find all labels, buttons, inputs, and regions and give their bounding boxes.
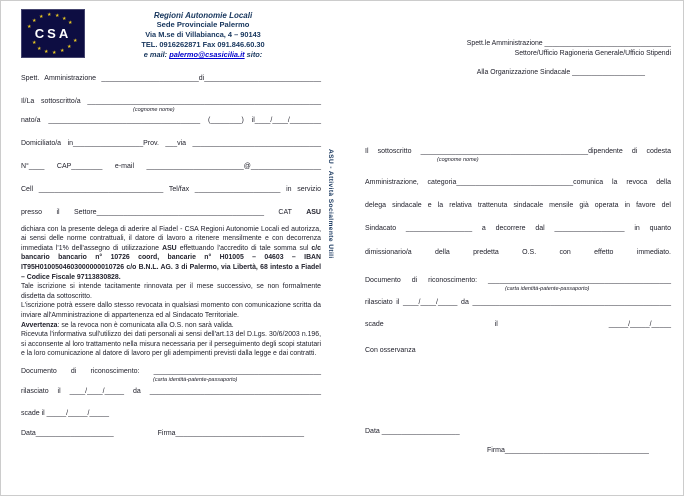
org-office: Sede Provinciale Palermo [156,20,250,29]
cat-value: ASU [306,208,321,216]
revocation-clause: L'iscrizione potrà essere dallo stesso revocata in qualsiasi momento con comunicazione scritta da inviare all'Amministrazione di appartenenza ed al Sindacato Territoriale. [21,302,321,319]
field-amministrazione: Spett. Amministrazione _________________________di______________________________ [21,75,321,83]
field-settore-categoria [21,209,321,217]
org-name: Regioni Autonomie Locali [153,11,253,20]
revoca-text-line: delega sindacale e la relativa trattenuta sindacale mensile già operata in favore del [365,201,671,209]
field-numero-cap-email: N°____ CAP________ e-mail _________________________@__________________ [21,163,321,171]
field-documento-revoca: Documento di riconoscimento: _______________________________________________ [365,277,671,285]
org-email-link[interactable]: palermo@csasicilia.it [169,50,245,60]
eu-star-icon: ★ [68,20,73,26]
eu-star-icon: ★ [32,40,37,46]
declaration-paragraph: dichiara con la presente delega di aderire al Fiadel - CSA Regioni Autonomie Locali ed autorizza, ai sensi delle norme contrattuali, il datore di lavoro a ritenere mensilmente e con decorrenza immediata l'1% dell'assegno di utilizzazione ASU effettuando l'accredito di tale somma sul c/c bancario bancario n° 10726 coord, bancarie n° H01005 – 04603 – IBAN IT95H0100504603000000010726 c/o B.N.L. AG. 3 di Palermo, via Libertà, 68 intesto a Fiadel – Codice Fiscale 97113830828. [21,225,321,281]
signature-row [21,430,321,437]
org-email-line [85,50,321,60]
csa-logo-text: CSA [34,26,72,41]
csa-logo [21,9,85,58]
field-domiciliato: Domiciliato/a in__________________Prov. ___via _________________________________ [21,140,321,148]
eu-star-icon: ★ [32,18,37,24]
org-address: Via M.se di Villabianca, 4 – 90143 [145,30,261,40]
field-cell-telfax: Cell ________________________________ Tel/fax ______________________ in servizio [21,186,321,194]
eu-star-icon: ★ [67,44,72,50]
eu-star-icon: ★ [62,16,67,22]
email-suffix: sito: [244,50,263,60]
field-firma-revoca: Firma_____________________________________ [487,447,649,455]
revoca-closing-line: dimissionario/a della predetta O.S. con effetto immediato. [365,248,671,256]
field-rilasciato-revoca: rilasciato il ____/____/_____ da ___________________________________________________ [365,298,671,306]
documento-hint: (carta identità-patente-passaporto) [505,286,590,293]
eu-star-icon: ★ [52,50,57,56]
field-data: Data____________________ [21,430,114,438]
eu-star-icon: ★ [47,12,52,18]
eu-star-icon: ★ [55,13,60,19]
recipient-sindacato: Alla Organizzazione Sindacale ___________________ [476,68,645,76]
field-firma: Firma_________________________________ [157,430,305,438]
privacy-clause: Ricevuta l'informativa sull'utilizzo dei dati personali ai sensi dell'art.13 del D.Lgs. 30/6/2003 n.196, si acconsente al loro trattamento nella misura necessaria per il perseguimento degli scopi statutari e la loro comunicazione al datore di lavoro per gli adempimenti previsti dalla legge e dai contratti. [21,331,321,358]
field-sindacato-decorrenza: Sindacato _________________ a decorrere dal __________________ in quanto [365,225,671,233]
field-scade-revoca: scade il _____/_____/_____ [365,320,671,328]
eu-star-icon: ★ [27,24,32,30]
field-rilasciato: rilasciato il ____/____/_____ da ____________________________________________ [21,387,321,395]
eu-star-icon: ★ [44,49,49,55]
documento-hint: (carta identità-patente-passaporto) [153,376,238,383]
salutation: Con osservanza [365,347,416,355]
renewal-clause: Tale iscrizione si intende tacitamente rinnovata per il mese successivo, se non formalmente disdetta da sottoscritto. [21,283,321,300]
field-categoria-revoca: Amministrazione, categoria______________________________comunica la revoca della [365,178,671,186]
letterhead [21,9,321,60]
recipient-amministrazione: Spett.le Amministrazione _________________________________ [466,40,671,47]
field-scade: scade il _____/_____/_____ [21,410,109,418]
org-phone-fax: TEL. 0916262871 Fax 091.846.60.30 [141,40,265,50]
asu-vertical-caption: ASU - Attività Socialmente Utili [327,149,334,259]
field-sottoscritto: Il/La sottoscritto/a ____________________________________________________________ [21,98,321,106]
field-settore: presso il Settore___________________________________________ [21,208,264,216]
eu-star-icon: ★ [60,48,65,54]
eu-star-icon: ★ [37,46,42,52]
field-documento: Documento di riconoscimento: ___________________________________________ [21,367,321,375]
org-header-block [85,9,321,60]
adhesion-form-page [21,9,321,437]
eu-star-icon: ★ [73,38,78,44]
declaration-block [21,225,321,359]
recipient-ufficio: Settore/Ufficio Ragioneria Generale/Ufficio Stipendi [514,50,671,58]
cat-label: CAT [278,208,292,216]
email-prefix: e mail: [143,50,170,60]
revocation-form-page [365,39,671,454]
warning-clause: Avvertenza: se la revoca non è comunicata alla O.S. non sarà valida. [21,321,234,329]
field-data-revoca: Data ____________________ [365,428,460,436]
field-sottoscritto-revoca: Il sottoscritto ___________________________________________dipendente di codesta [365,148,671,156]
field-nato: nato/a _______________________________________ (________) il____/____/________ [21,117,321,125]
recipient-block [365,39,671,78]
eu-star-icon: ★ [39,14,44,20]
cognome-nome-hint: (cognome nome) [437,157,479,164]
cognome-nome-hint: (cognome nome) [133,107,175,114]
